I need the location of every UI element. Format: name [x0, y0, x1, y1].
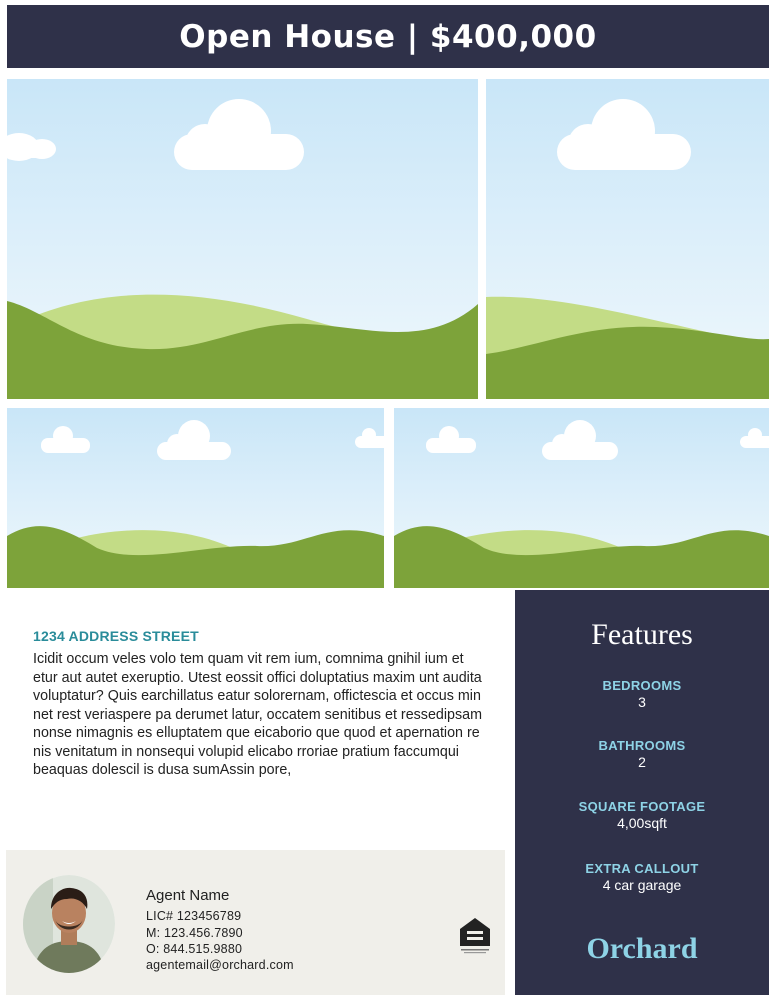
feature-label: EXTRA CALLOUT	[585, 861, 699, 876]
brand-logo: Orchard	[586, 932, 698, 965]
agent-email: agentemail@orchard.com	[146, 958, 294, 972]
equal-housing-opportunity-icon	[458, 916, 492, 954]
features-title: Features	[591, 618, 693, 651]
agent-name: Agent Name	[146, 887, 230, 904]
feature-bedrooms	[515, 678, 769, 710]
page-title: Open House | $400,000	[179, 18, 597, 55]
page-header	[7, 5, 769, 68]
feature-value: 3	[638, 694, 646, 710]
feature-square-footage	[515, 799, 769, 831]
feature-label: BATHROOMS	[598, 738, 686, 753]
feature-value: 4,00sqft	[617, 815, 667, 831]
listing-photo-1	[7, 79, 478, 399]
agent-avatar	[23, 875, 115, 973]
listing-photo-2	[486, 79, 769, 399]
listing-photo-3	[7, 408, 384, 588]
feature-value: 4 car garage	[602, 877, 682, 893]
agent-license: LIC# 123456789	[146, 909, 242, 923]
agent-mobile-phone: M: 123.456.7890	[146, 926, 243, 940]
feature-label: SQUARE FOOTAGE	[578, 799, 706, 814]
features-panel	[515, 590, 769, 995]
feature-extra-callout	[515, 861, 769, 893]
feature-bathrooms	[515, 738, 769, 770]
listing-address: 1234 ADDRESS STREET	[33, 628, 199, 644]
feature-label: BEDROOMS	[602, 678, 682, 693]
agent-card	[6, 850, 505, 995]
agent-office-phone: O: 844.515.9880	[146, 942, 243, 956]
listing-photo-4	[394, 408, 769, 588]
listing-description: Icidit occum veles volo tem quam vit rem ium, comnima gnihil ium et etur aut autet exeruptio. Utest eossit offici doluptatius maxim unt audita voluptatur? Quis earchillatus eatur solorernam, offictescia et occus min net rest veriaspere pa derumet latur, occatem senitibus et ressedipsam nonse nimagnis es elluptatem que eicaborio que quod et apernation re nis venitatum in nonsequi volupid elicabo rroriae pratium faccumqui beaquas dolescil is dusa sumAssin pore,	[33, 651, 482, 778]
feature-value: 2	[638, 754, 646, 770]
